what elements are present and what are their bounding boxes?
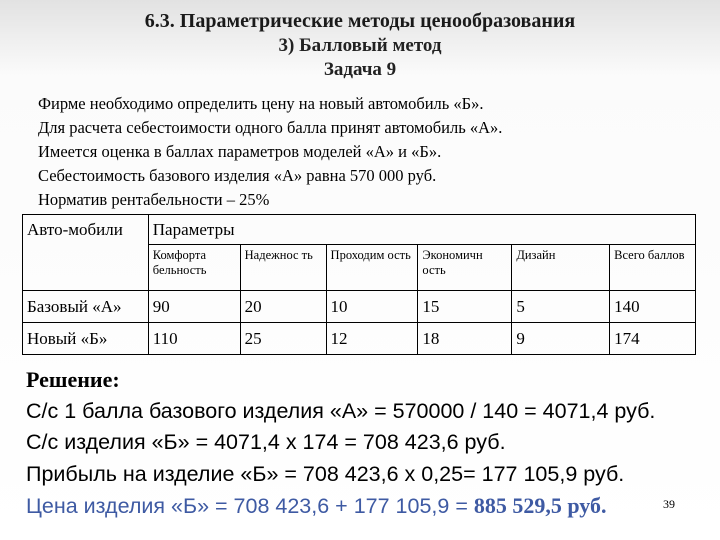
table-cell: 25 (240, 323, 326, 355)
price-formula: Цена изделия «Б» = 708 423,6 + 177 105,9 = (26, 494, 474, 518)
price-line (26, 490, 655, 523)
table-cell: 90 (148, 291, 240, 323)
task-line: Для расчета себестоимости одного балла принят автомобиль «А». (38, 118, 503, 137)
table-cell: 140 (610, 291, 696, 323)
task-line: Себестоимость базового изделия «А» равна 570 000 руб. (38, 166, 437, 185)
row-label: Базовый «А» (23, 291, 149, 323)
param-header: Экономичн ость (418, 245, 512, 291)
slide-title: 6.3. Параметрические методы ценообразования (144, 10, 576, 32)
page-number: 39 (663, 497, 675, 511)
table-cell: 9 (512, 323, 610, 355)
task-line: Фирме необходимо определить цену на новый автомобиль «Б». (38, 94, 484, 113)
parameters-table (22, 214, 696, 355)
param-header: Комфорта бельность (148, 245, 240, 291)
table-cell: 10 (326, 291, 418, 323)
slide-header (0, 8, 720, 82)
table-header-row (23, 215, 696, 245)
slide-subtitle: 3) Балловый метод (278, 35, 442, 56)
table-cell: 20 (240, 291, 326, 323)
row-label: Новый «Б» (23, 323, 149, 355)
param-header: Дизайн (512, 245, 610, 291)
col-header-params: Параметры (148, 215, 695, 245)
table-cell: 15 (418, 291, 512, 323)
table-cell: 12 (326, 323, 418, 355)
task-line: Норматив рентабельности – 25% (38, 190, 270, 209)
solution-line: Прибыль на изделие «Б» = 708 423,6 х 0,25= 177 105,9 руб. (26, 461, 625, 486)
task-line: Имеется оценка в баллах параметров моделей «А» и «Б». (38, 142, 442, 161)
param-header: Всего баллов (610, 245, 696, 291)
solution-line: С/с 1 балла базового изделия «А» = 570000 / 140 = 4071,4 руб. (26, 398, 656, 423)
table-row (23, 323, 696, 355)
task-title: Задача 9 (323, 59, 397, 80)
col-header-auto: Авто-мобили (23, 215, 149, 291)
table-cell: 18 (418, 323, 512, 355)
param-header: Проходим ость (326, 245, 418, 291)
table-cell: 5 (512, 291, 610, 323)
table-cell: 110 (148, 323, 240, 355)
solution-line: С/с изделия «Б» = 4071,4 х 174 = 708 423,6 руб. (26, 430, 506, 454)
price-result: 885 529,5 руб. (473, 493, 607, 518)
table-cell: 174 (610, 323, 696, 355)
solution-block (26, 364, 655, 523)
solution-title: Решение: (26, 367, 120, 392)
task-statement (38, 92, 502, 212)
param-header: Надежнос ть (240, 245, 326, 291)
table-row (23, 291, 696, 323)
